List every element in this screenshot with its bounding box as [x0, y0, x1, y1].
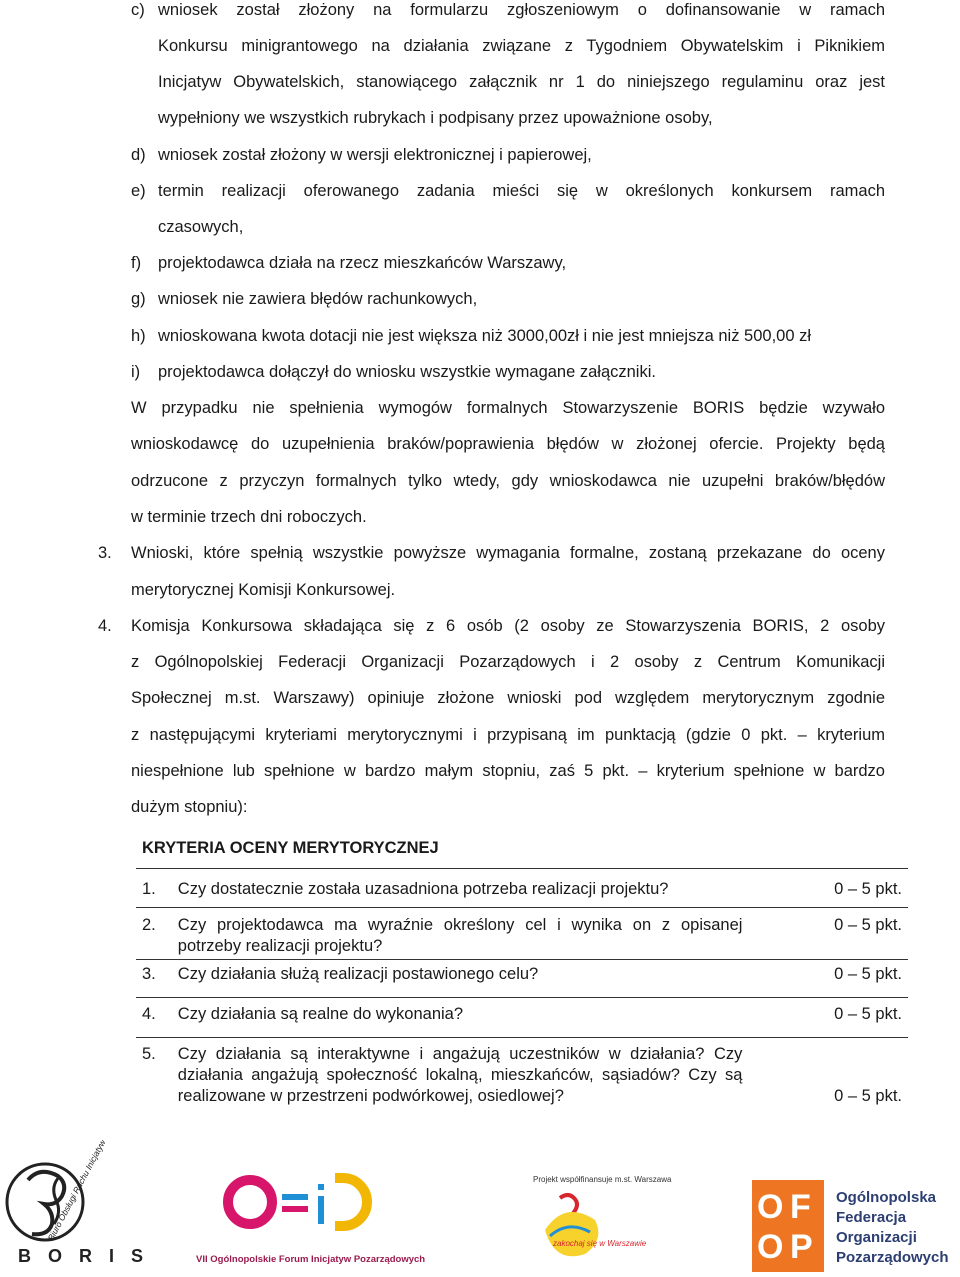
- footer-logos-svg: [0, 1140, 960, 1272]
- table-row: [136, 1038, 908, 1108]
- ofop-name-line-3: Organizacji: [836, 1229, 917, 1246]
- criterion-points: 0 – 5 pkt.: [748, 869, 908, 908]
- footer-logos: [0, 1140, 960, 1272]
- criterion-number: 4.: [136, 998, 172, 1038]
- criterion-points: 0 – 5 pkt.: [748, 998, 908, 1038]
- table-row: [136, 869, 908, 908]
- point-4-line-2: z Ogólnopolskiej Federacji Organizacji Pozarządowych i 2 osoby z Centrum Komunikacji: [131, 653, 885, 671]
- paragraph-line-2: wnioskodawcę do uzupełnienia braków/poprawienia błędów w złożonej ofercie. Projekty będą: [131, 435, 885, 453]
- criterion-text: Czy dostatecznie została uzasadniona potrzeba realizacji projektu?: [172, 869, 749, 908]
- criterion-text: Czy działania służą realizacji postawionego celu?: [172, 960, 749, 998]
- criterion-text: Czy działania są realne do wykonania?: [172, 998, 749, 1038]
- item-d-text: wniosek został złożony w wersji elektronicznej i papierowej,: [158, 146, 592, 164]
- criteria-table: [136, 828, 908, 1107]
- item-e-label: e): [131, 182, 146, 200]
- table-row: [136, 960, 908, 998]
- boris-logo: [7, 1140, 149, 1266]
- item-c-line-3: Inicjatyw Obywatelskich, stanowiącego załącznik nr 1 do niniejszego regulaminu oraz jest: [158, 73, 885, 91]
- item-e-line-2: czasowych,: [158, 218, 244, 236]
- item-h-text: wnioskowana kwota dotacji nie jest większa niż 3000,00zł i nie jest mniejsza niż 500,00 zł: [158, 327, 812, 345]
- criterion-number: 1.: [136, 869, 172, 908]
- point-4-line-5: niespełnione lub spełnione w bardzo małym stopniu, zaś 5 pkt. – kryterium spełnione w bardzo: [131, 762, 885, 780]
- warszawa-logo: [533, 1175, 672, 1256]
- criterion-points: 0 – 5 pkt.: [748, 960, 908, 998]
- ofop-letter-f: F: [790, 1188, 811, 1226]
- ofip-logo: [196, 1178, 425, 1265]
- boris-name: B O R I S: [18, 1246, 150, 1266]
- point-4-number: 4.: [98, 617, 112, 635]
- item-g-label: g): [131, 290, 146, 308]
- point-3-number: 3.: [98, 544, 112, 562]
- paragraph-line-4: w terminie trzech dni roboczych.: [131, 508, 367, 526]
- item-i-text: projektodawca dołączył do wniosku wszystkie wymagane załączniki.: [158, 363, 656, 381]
- criterion-text: Czy projektodawca ma wyraźnie określony cel i wynika on z opisanej potrzeby realizacji projektu?: [172, 908, 749, 960]
- item-d-label: d): [131, 146, 146, 164]
- ofop-letter-o2: O: [757, 1228, 784, 1266]
- point-4-line-6: dużym stopniu):: [131, 798, 248, 816]
- item-c-line-1: wniosek został złożony na formularzu zgłoszeniowym o dofinansowanie w ramach: [158, 1, 885, 19]
- item-c-line-2: Konkursu minigrantowego na działania związane z Tygodniem Obywatelskim i Piknikiem: [158, 37, 885, 55]
- criterion-number: 5.: [142, 1045, 156, 1063]
- table-row: [136, 998, 908, 1038]
- item-f-text: projektodawca działa na rzecz mieszkańców Warszawy,: [158, 254, 567, 272]
- ofop-name-line-2: Federacja: [836, 1209, 907, 1226]
- ofip-caption: VII Ogólnopolskie Forum Inicjatyw Pozarządowych: [196, 1254, 426, 1265]
- item-i-label: i): [131, 363, 141, 381]
- criteria-header: KRYTERIA OCENY MERYTORYCZNEJ: [136, 828, 908, 869]
- point-4-line-3: Społecznej m.st. Warszawy) opiniuje złożone wnioski pod względem merytorycznym zgodnie: [131, 689, 885, 707]
- item-h-label: h): [131, 327, 146, 345]
- ofop-name-line-4: Pozarządowych: [836, 1249, 949, 1266]
- criterion-points: 0 – 5 pkt.: [748, 908, 908, 960]
- ofop-letter-o1: O: [757, 1188, 784, 1226]
- ofop-logo: [752, 1180, 949, 1272]
- boris-arc-text: Biuro Obsługi Ruchu Inicjatyw Społecznych: [45, 1140, 132, 1243]
- point-4-line-4: z następującymi kryteriami merytorycznymi i przypisaną im punktacją (gdzie 0 pkt. – kryterium: [131, 726, 885, 744]
- item-c-line-4: wypełniony we wszystkich rubrykach i podpisany przez upoważnione osoby,: [158, 109, 713, 127]
- ofop-name-line-1: Ogólnopolska: [836, 1189, 937, 1206]
- warszawa-caption: Projekt współfinansuje m.st. Warszawa: [533, 1175, 672, 1184]
- item-c-label: c): [131, 1, 145, 19]
- point-3-line-1: Wnioski, które spełnią wszystkie powyższe wymagania formalne, zostaną przekazane do oceny: [131, 544, 885, 562]
- paragraph-line-3: odrzucone z przyczyn formalnych tylko wtedy, gdy wnioskodawca nie uzupełni braków/błędów: [131, 472, 885, 490]
- table-row: [136, 908, 908, 960]
- criterion-text: Czy działania są interaktywne i angażują uczestników w działania? Czy działania angażują społeczność lokalną, mieszkańców, sąsiadów? Czy są realizowane w przestrzeni podwórkowej, osiedlowej?: [177, 1045, 743, 1105]
- point-3-line-2: merytorycznej Komisji Konkursowej.: [131, 581, 396, 599]
- criterion-number: 2.: [136, 908, 172, 960]
- criteria-header-row: [136, 828, 908, 869]
- warszawa-logo-text: zakochaj się w Warszawie: [553, 1239, 647, 1248]
- criterion-points: 0 – 5 pkt.: [834, 1087, 902, 1105]
- item-e-line-1: termin realizacji oferowanego zadania mieści się w określonych konkursem ramach: [158, 182, 885, 200]
- item-g-text: wniosek nie zawiera błędów rachunkowych,: [158, 290, 478, 308]
- ofop-letter-p: P: [790, 1228, 813, 1266]
- paragraph-line-1: W przypadku nie spełnienia wymogów formalnych Stowarzyszenie BORIS będzie wzywało: [131, 399, 885, 417]
- criterion-number: 3.: [136, 960, 172, 998]
- item-f-label: f): [131, 254, 142, 272]
- point-4-line-1: Komisja Konkursowa składająca się z 6 osób (2 osoby ze Stowarzyszenia BORIS, 2 osoby: [131, 617, 885, 635]
